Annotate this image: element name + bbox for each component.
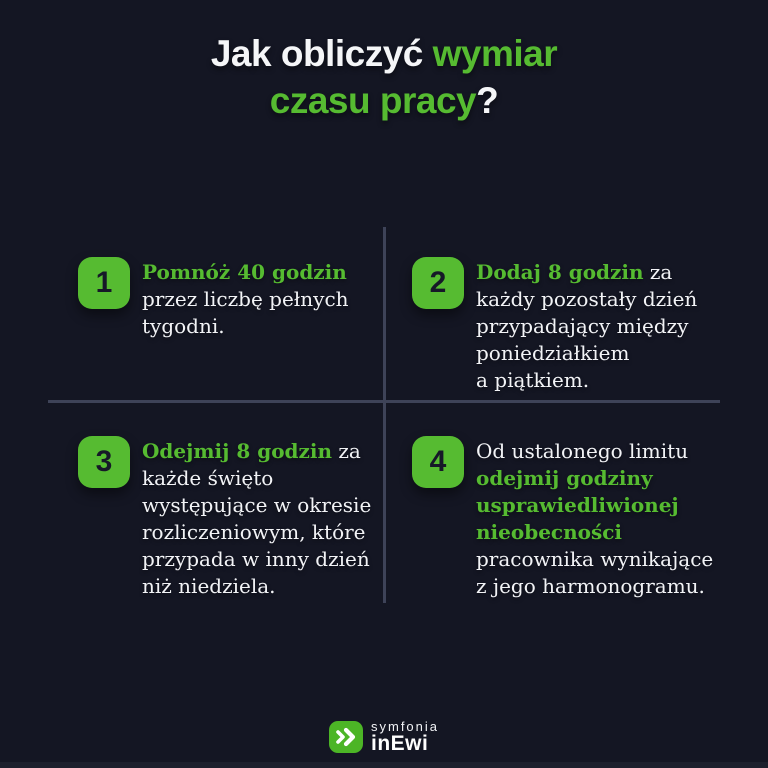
- step-1-number-badge: 1: [78, 257, 130, 309]
- step-2-highlight: Dodaj 8 godzin: [476, 260, 644, 284]
- step-3-number-badge: 3: [78, 436, 130, 488]
- brand-text: [371, 720, 439, 754]
- step-4-text: [476, 438, 728, 600]
- step-3: [78, 436, 377, 600]
- step-2-number-badge: 2: [412, 257, 464, 309]
- step-1-highlight: Pomnóż 40 godzin: [142, 260, 347, 284]
- brand-name-inewi: inEwi: [370, 732, 429, 755]
- step-1-rest: przez liczbę pełnych tygodni.: [142, 287, 349, 338]
- step-4: [412, 436, 728, 600]
- step-3-highlight: Odejmij 8 godzin: [142, 439, 333, 463]
- title-segment-green-2: czasu pracy: [269, 80, 477, 121]
- step-3-rest: za każde święto występujące w okresie rozliczeniowym, które przypada w inny dzień niż niedziela.: [142, 439, 372, 598]
- footer-brand: [0, 720, 768, 754]
- step-4-rest: pracownika wynikające z jego harmonogramu.: [476, 547, 714, 598]
- page-title: [0, 30, 768, 124]
- brand-name-symfonia: symfonia: [370, 719, 440, 734]
- symfonia-logo-icon: [329, 721, 363, 753]
- vertical-divider: [383, 227, 386, 603]
- title-segment-green-1: wymiar: [432, 33, 558, 74]
- step-1: [78, 257, 377, 340]
- title-segment-white-2: ?: [476, 80, 499, 121]
- step-2-rest: za każdy pozostały dzień przypadający między poniedziałkiem a piątkiem.: [476, 260, 698, 392]
- horizontal-divider: [48, 400, 720, 403]
- step-2: [412, 257, 728, 394]
- step-4-highlight: odejmij godziny usprawiedliwionej nieobecności: [476, 466, 679, 544]
- bottom-strip: [0, 762, 768, 768]
- step-3-text: [142, 438, 377, 600]
- title-segment-white-1: Jak obliczyć: [210, 33, 433, 74]
- step-1-text: [142, 259, 377, 340]
- step-2-text: [476, 259, 728, 394]
- chevrons-icon: [333, 725, 359, 749]
- step-4-lead: Od ustalonego limitu: [476, 439, 689, 463]
- step-4-number-badge: 4: [412, 436, 464, 488]
